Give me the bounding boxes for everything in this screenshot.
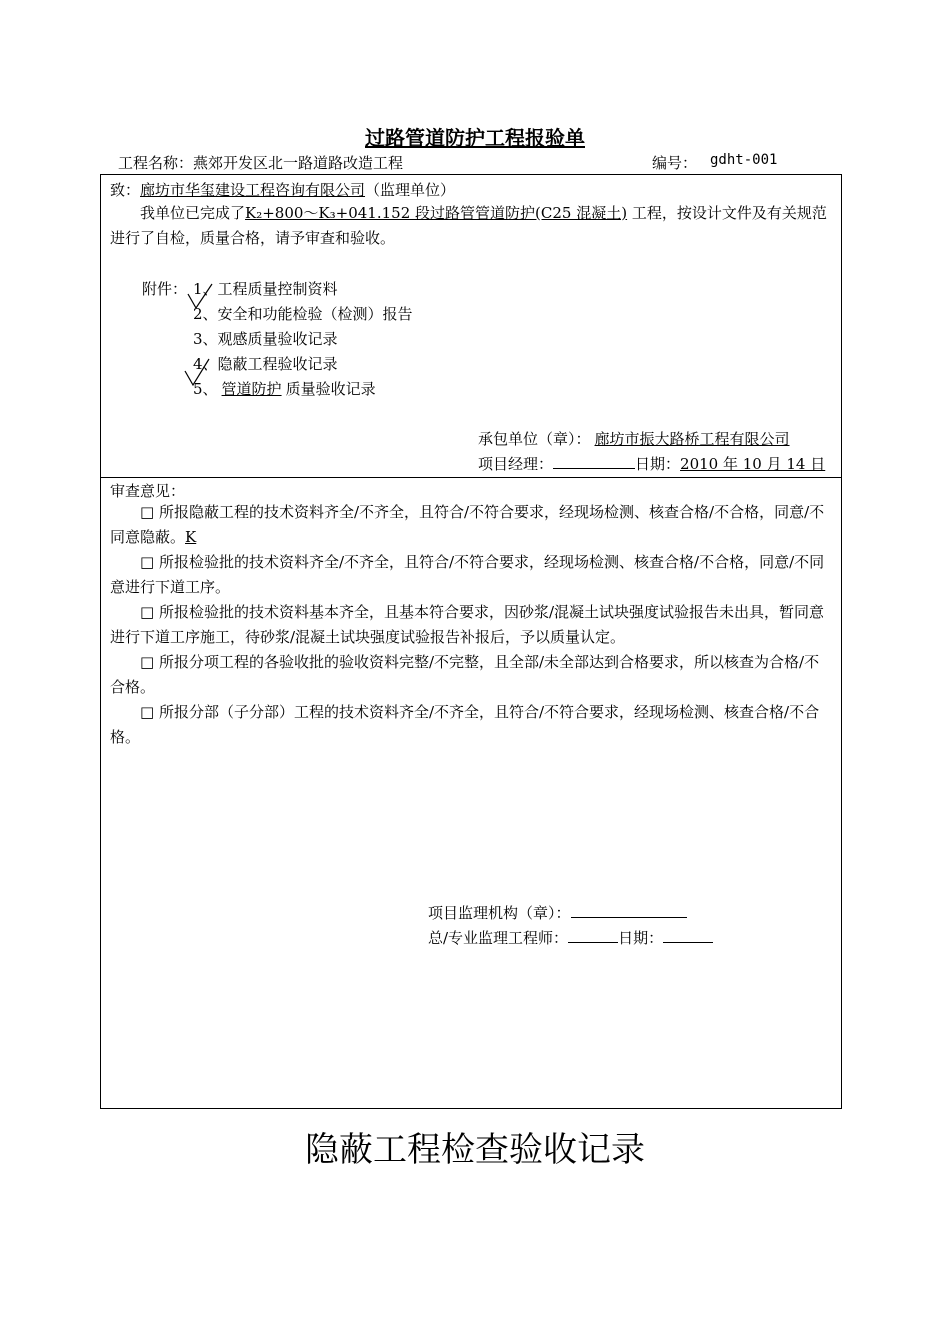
supervisor-company: 廊坊市华玺建设工程咨询有限公司 [140,181,366,199]
checkmark-icon [186,282,216,312]
number-value: gdht-001 [710,152,778,168]
contractor-line [478,428,794,449]
attachment-item: 1、工程质量控制资料 [193,280,338,298]
review-mark: K [185,528,197,546]
body-pre: 我单位已完成了 [140,204,246,222]
review-option-text: □ 所报检验批的技术资料基本齐全，且基本符合要求，因砂浆/混凝土试块强度试验报告未出具，暂同意进行下道工序施工，待砂浆/混凝土试块强度试验报告补报后，予以质量认定。 [110,603,824,646]
to-prefix: 致： [110,181,141,199]
review-option-text: □ 所报隐蔽工程的技术资料齐全/不齐全，且符合/不符合要求，经现场检测、核查合格/不合格，同意/不同意隐蔽。 [110,503,825,546]
pm-signature-line [553,468,635,469]
attachment-item: 3、观感质量验收记录 [193,330,338,348]
date-label: 日期： [635,455,681,473]
project-name: 工程名称：燕郊开发区北一路道路改造工程 [118,154,404,172]
attachment-5-name: 管道防护 [221,380,282,398]
contractor-name: 廊坊市振大路桥工程有限公司 [594,430,790,448]
attachment-item [193,378,376,399]
review-heading: 审查意见： [110,482,186,500]
supervisor-org-label: 项目监理机构（章）： [428,904,571,922]
engineer-signature-line [568,942,618,943]
contractor-label: 承包单位（章）： [478,430,591,448]
supervisor-org-signature-line [571,917,687,918]
supervisor-org-line [428,902,687,923]
review-option [110,600,832,650]
completion-statement [110,201,832,251]
review-date-line [663,942,713,943]
report-date: 2010 年 10 月 14 日 [680,455,826,473]
number-label: 编号： [652,154,698,172]
checkmark-icon [183,357,213,387]
attachment-item: 4、隐蔽工程验收记录 [193,355,338,373]
review-option-text: □ 所报分项工程的各验收批的验收资料完整/不完整，且全部/未全部达到合格要求，所以核查为合格/不合格。 [110,653,820,696]
engineer-label: 总/专业监理工程师： [428,929,569,947]
attachment-5-post: 质量验收记录 [285,380,376,398]
review-option [110,550,832,600]
next-form-title: 隐蔽工程检查验收记录 [305,1130,645,1170]
project-manager-line [478,453,825,474]
pm-label: 项目经理： [478,455,554,473]
review-option-text: □ 所报检验批的技术资料齐全/不齐全，且符合/不符合要求，经现场检测、核查合格/不合格，同意/不同意进行下道工序。 [110,553,825,596]
review-option [110,650,832,700]
work-scope: K₂+800～K₃+041.152 段过路管管道防护(C25 混凝土) [245,204,628,222]
form-title: 过路管道防护工程报验单 [365,126,585,150]
to-suffix: （监理单位） [365,181,456,199]
review-option [110,700,832,750]
attachment-item: 2、安全和功能检验（检测）报告 [193,305,413,323]
addressee-line [110,179,455,200]
review-option-text: □ 所报分部（子分部）工程的技术资料齐全/不齐全，且符合/不符合要求，经现场检测、核查合格/不合格。 [110,703,820,746]
attachments-label: 附件： [142,280,188,298]
attachment-5-number: 5、 [193,380,218,398]
engineer-line [428,927,713,948]
review-option [110,500,832,550]
body-post: 工程，按设计文件及有关规范进行了自检，质量合格，请予审查和验收。 [110,204,827,247]
review-date-label: 日期： [618,929,664,947]
